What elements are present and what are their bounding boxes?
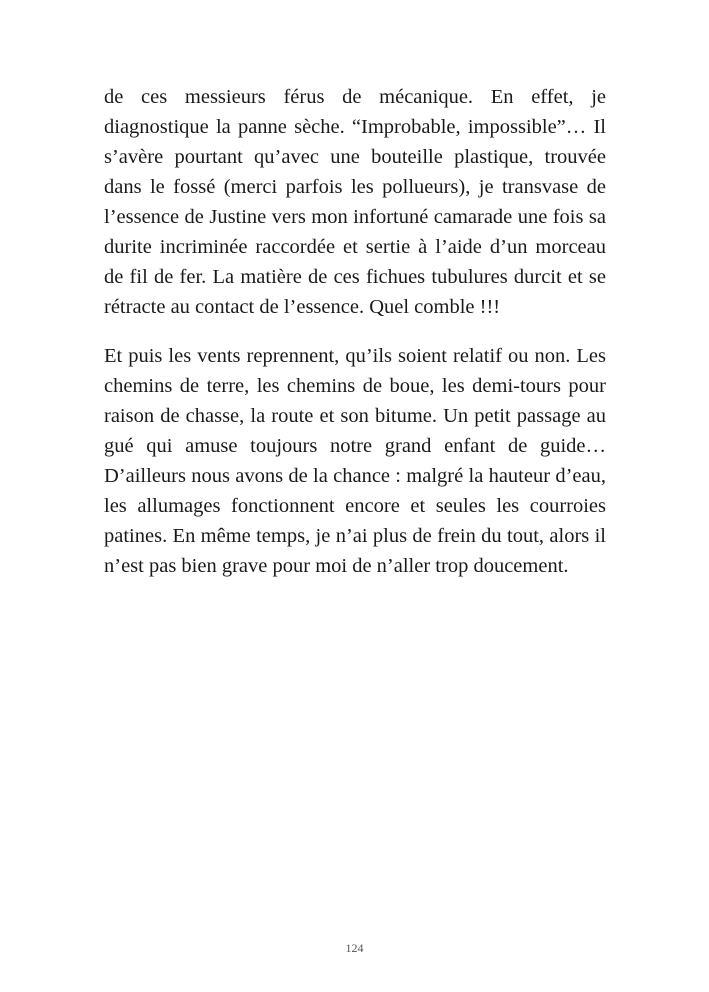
paragraph-1: de ces messieurs férus de mécanique. En effet, je diagnostique la panne sèche. “Improbable, impossible”… Il s’avère pourtant qu’avec une bouteille plastique, trouvée dans le fossé (merci parfois les pollueurs), je transvase de l’essence de Justine vers mon infortuné camarade une fois sa durite incriminée raccordée et sertie à l’aide d’un morceau de fil de fer. La matière de ces fichues tubulures durcit et se rétracte au contact de l’essence. Quel comble !!! <box>104 86 606 318</box>
body-text <box>104 82 606 600</box>
paragraph-2: Et puis les vents reprennent, qu’ils soient relatif ou non. Les chemins de terre, les chemins de boue, les demi-tours pour raison de chasse, la route et son bitume. Un petit passage au gué qui amuse toujours notre grand enfant de guide… D’ailleurs nous avons de la chance : malgré la hauteur d’eau, les allumages fonctionnent encore et seules les courroies patines. En même temps, je n’ai plus de frein du tout, alors il n’est pas bien grave pour moi de n’aller trop doucement. <box>104 345 606 577</box>
page-number: 124 <box>345 941 364 955</box>
